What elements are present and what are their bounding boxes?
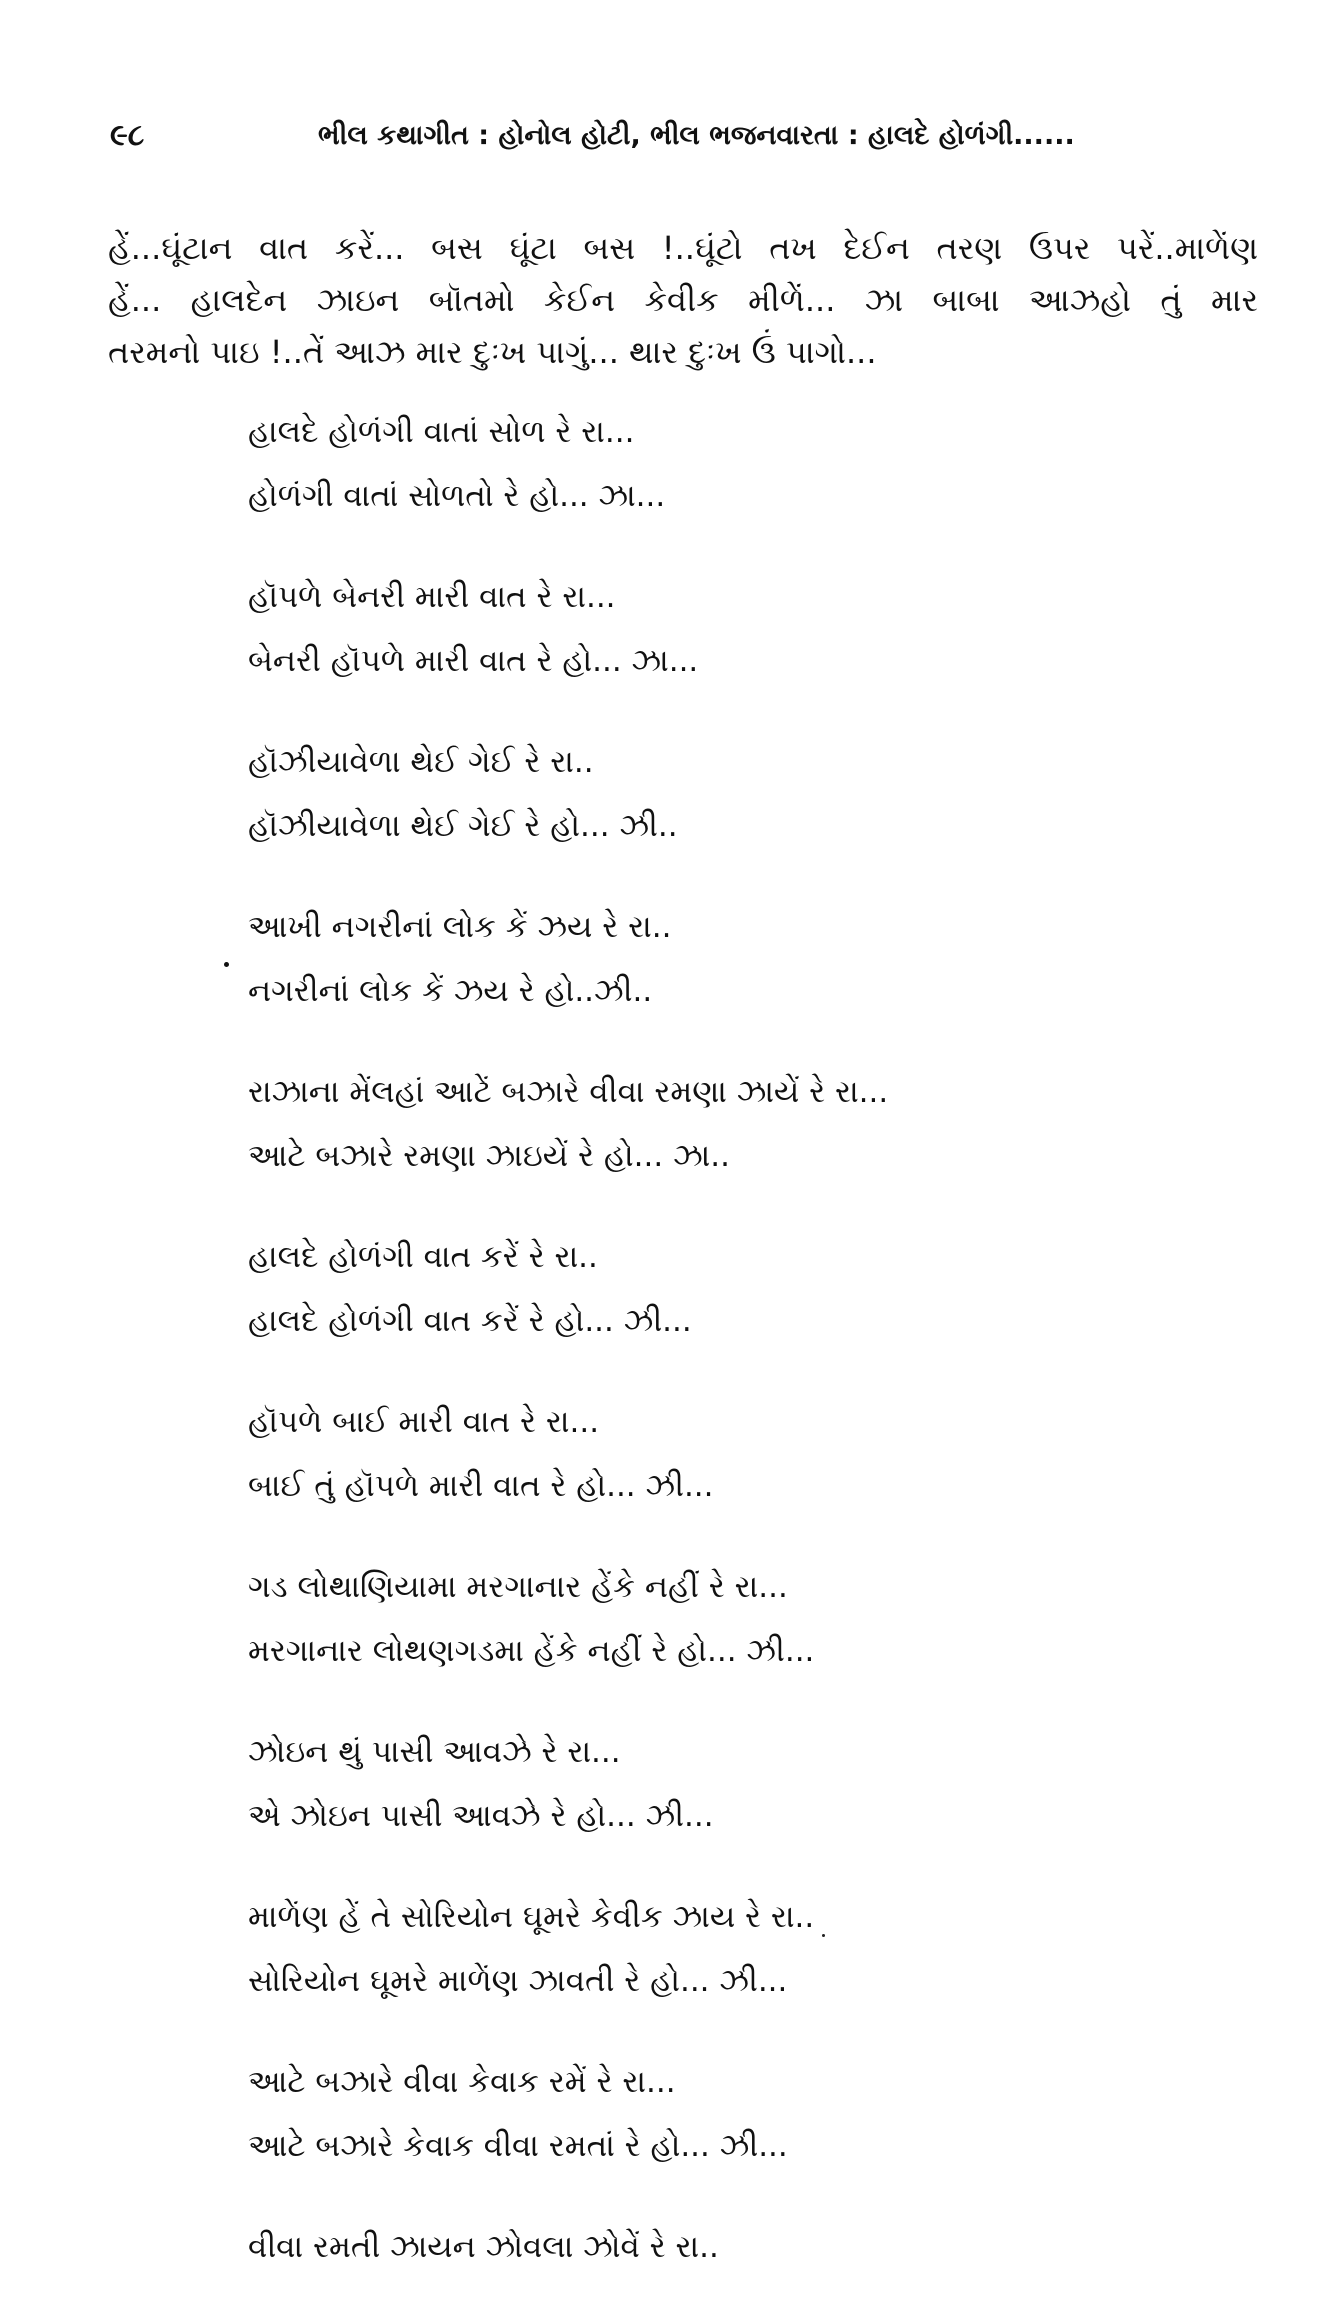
stanza [248,2215,1248,2279]
song-verses [248,400,1248,2316]
verse-line: હાલદે હોળંગી વાત કરેં રે રા.. [248,1239,598,1275]
verse-line: એ ઝોઇન પાસી આવઝે રે હો... ઝી... [248,1798,714,1834]
verse-line: આખી નગરીનાં લોક કેં ઝય રે રા.. [248,909,672,945]
intro-line: તરમનો પાઇ !..તેં આઝ માર દુઃખ પાગું... થાર દુઃખ ઉં પાગો... [108,333,877,371]
page-number: ૯૮ [110,118,145,153]
running-title: ભીલ કથાગીત : હોનોલ હોટી, ભીલ ભજનવારતા : હાલદે હોળંગી...... [318,120,1075,151]
print-speck [822,1934,825,1937]
verse-line: બાઈ તું હૉપળે મારી વાત રે હો... ઝી... [248,1468,714,1504]
stanza [248,1885,1248,2013]
verse-line: હોળંગી વાતાં સોળતો રે હો... ઝા... [248,478,666,514]
verse-line: હાલદે હોળંગી વાત કરેં રે હો... ઝી... [248,1303,692,1339]
intro-paragraph [108,222,1258,378]
stanza [248,895,1248,1023]
verse-line: ગડ લોથાણિયામા મરગાનાર હેંકે નહીં રે રા... [248,1569,788,1605]
stanza [248,1390,1248,1518]
stanza [248,1720,1248,1848]
stanza [248,1225,1248,1353]
stanza [248,1060,1248,1188]
verse-line: વીવા રમતી ઝાયન ઝોવલા ઝોવેં રે રા.. [248,2229,719,2265]
verse-line: હૉઝીયાવેળા થેઈ ગેઈ રે રા.. [248,744,594,780]
intro-line: હેં... હાલદેન ઝાઇન બૉતમો કેઈન કેવીક મીળેં... ઝા બાબા આઝહો તું માર [108,281,1258,319]
stanza [248,730,1248,858]
intro-line: હેં...ઘૂંટાન વાત કરેં... બસ ઘૂંટા બસ !..ઘૂંટો તખ દેઈન તરણ ઉપર પરેં..માળેંણ [108,229,1258,267]
running-head [110,118,1260,158]
verse-line: ઝોઇન થું પાસી આવઝે રે રા... [248,1734,621,1770]
verse-line: બેનરી હૉપળે મારી વાત રે હો... ઝા... [248,643,699,679]
verse-line: આટે બઝારે રમણા ઝાઇયેં રે હો... ઝા.. [248,1138,730,1174]
stanza [248,1555,1248,1683]
verse-line: સોરિયોન ઘૂમરે માળેંણ ઝાવતી રે હો... ઝી... [248,1963,788,1999]
verse-line: મરગાનાર લોથણગડમા હેંકે નહીં રે હો... ઝી... [248,1633,815,1669]
verse-line: આટે બઝારે વીવા કેવાક રમેં રે રા... [248,2064,676,2100]
verse-line: રાઝાના મેંલહાં આટેં બઝારે વીવા રમણા ઝાયેં રે રા... [248,1074,889,1110]
verse-line: હૉપળે બાઈ મારી વાત રે રા... [248,1404,600,1440]
verse-line: હાલદે હોળંગી વાતાં સોળ રે રા... [248,414,635,450]
verse-line: માળેંણ હેં તે સોરિયોન ઘૂમરે કેવીક ઝાય રે રા.. [248,1899,815,1935]
stanza [248,565,1248,693]
margin-dot [224,962,229,967]
stanza [248,2050,1248,2178]
verse-line: નગરીનાં લોક કેં ઝય રે હો..ઝી.. [248,973,653,1009]
verse-line: હૉપળે બેનરી મારી વાત રે રા... [248,579,616,615]
stanza [248,400,1248,528]
verse-line: આટે બઝારે કેવાક વીવા રમતાં રે હો... ઝી... [248,2128,788,2164]
verse-line: હૉઝીયાવેળા થેઈ ગેઈ રે હો... ઝી.. [248,808,678,844]
